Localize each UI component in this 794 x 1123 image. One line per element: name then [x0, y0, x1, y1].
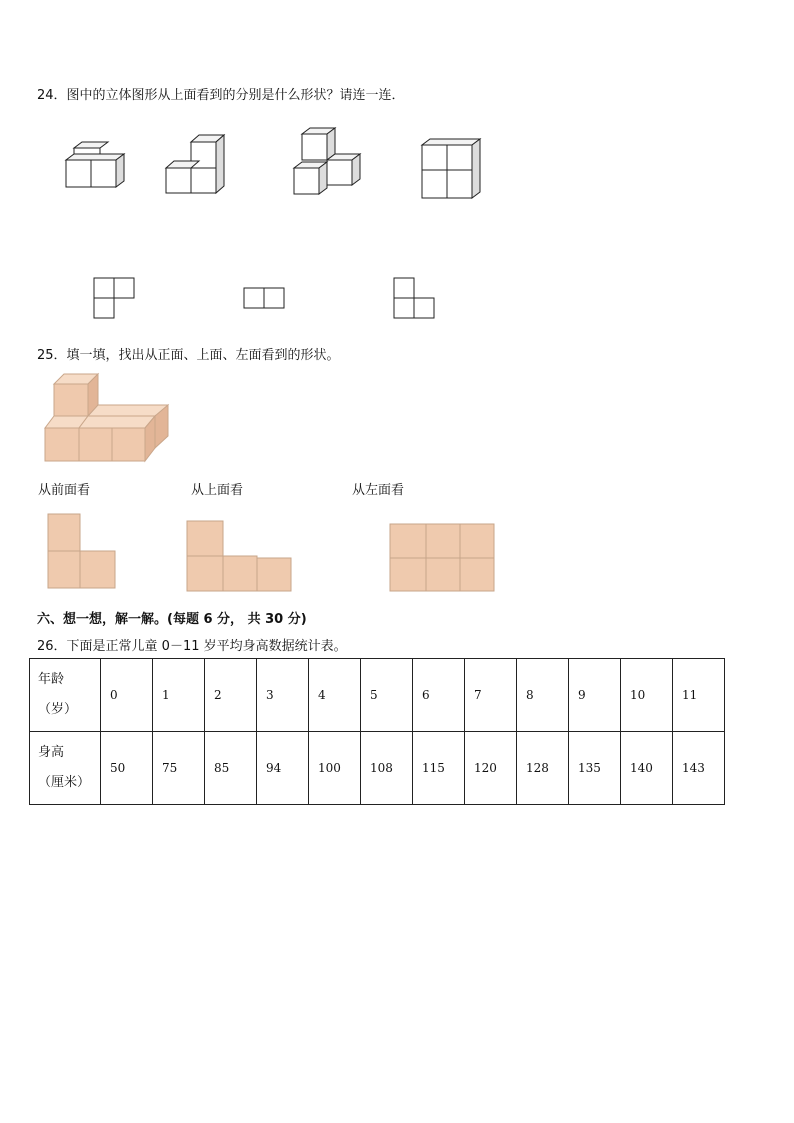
question-24: 24．图中的立体图形从上面看到的分别是什么形状？请连一连． [37, 88, 405, 103]
question-25: 25．填一填，找出从正面、上面、左面看到的形状。 [37, 348, 340, 363]
question-26: 26．下面是正常儿童 0－11 岁平均身高数据统计表。 [37, 639, 347, 654]
table-cell: 115 [413, 732, 465, 805]
solid-figure-4 [418, 136, 488, 202]
header-height-unit: （厘米） [38, 775, 91, 790]
table-cell: 85 [205, 732, 257, 805]
table-header-height [30, 732, 101, 805]
table-cell: 120 [465, 732, 517, 805]
header-age-label: 年龄 [38, 672, 65, 687]
table-cell: 5 [361, 659, 413, 732]
view-label-top: 从上面看 [191, 483, 244, 498]
table-cell: 7 [465, 659, 517, 732]
table-cell: 143 [673, 732, 725, 805]
table-cell: 8 [517, 659, 569, 732]
table-cell: 140 [621, 732, 673, 805]
top-view-shape-3 [393, 277, 438, 321]
table-cell: 3 [257, 659, 309, 732]
height-data-table [29, 658, 725, 805]
table-cell: 108 [361, 732, 413, 805]
table-cell: 1 [153, 659, 205, 732]
front-view-shape [47, 513, 119, 591]
table-row-age [30, 659, 725, 732]
solid-figure-2 [160, 130, 230, 195]
table-cell: 2 [205, 659, 257, 732]
table-cell: 94 [257, 732, 309, 805]
table-cell: 6 [413, 659, 465, 732]
table-cell: 9 [569, 659, 621, 732]
table-cell: 128 [517, 732, 569, 805]
table-cell: 11 [673, 659, 725, 732]
table-cell: 50 [101, 732, 153, 805]
left-view-shape [389, 523, 499, 593]
table-header-age [30, 659, 101, 732]
table-cell: 135 [569, 732, 621, 805]
table-cell: 4 [309, 659, 361, 732]
table-cell: 0 [101, 659, 153, 732]
view-label-left: 从左面看 [352, 483, 405, 498]
view-label-front: 从前面看 [38, 483, 91, 498]
top-view-shape-1 [93, 277, 138, 321]
table-cell: 10 [621, 659, 673, 732]
table-row-height [30, 732, 725, 805]
table-cell: 75 [153, 732, 205, 805]
section-6-heading: 六、想一想，解一解。(每题 6 分， 共 30 分) [37, 612, 307, 627]
table-cell: 100 [309, 732, 361, 805]
tan-solid-figure [42, 372, 172, 467]
header-age-unit: （岁） [38, 702, 78, 717]
top-view-shape [186, 520, 296, 594]
header-height-label: 身高 [38, 745, 65, 760]
solid-figure-3 [288, 124, 368, 196]
solid-figure-1 [60, 140, 130, 192]
top-view-shape-2 [243, 287, 288, 311]
